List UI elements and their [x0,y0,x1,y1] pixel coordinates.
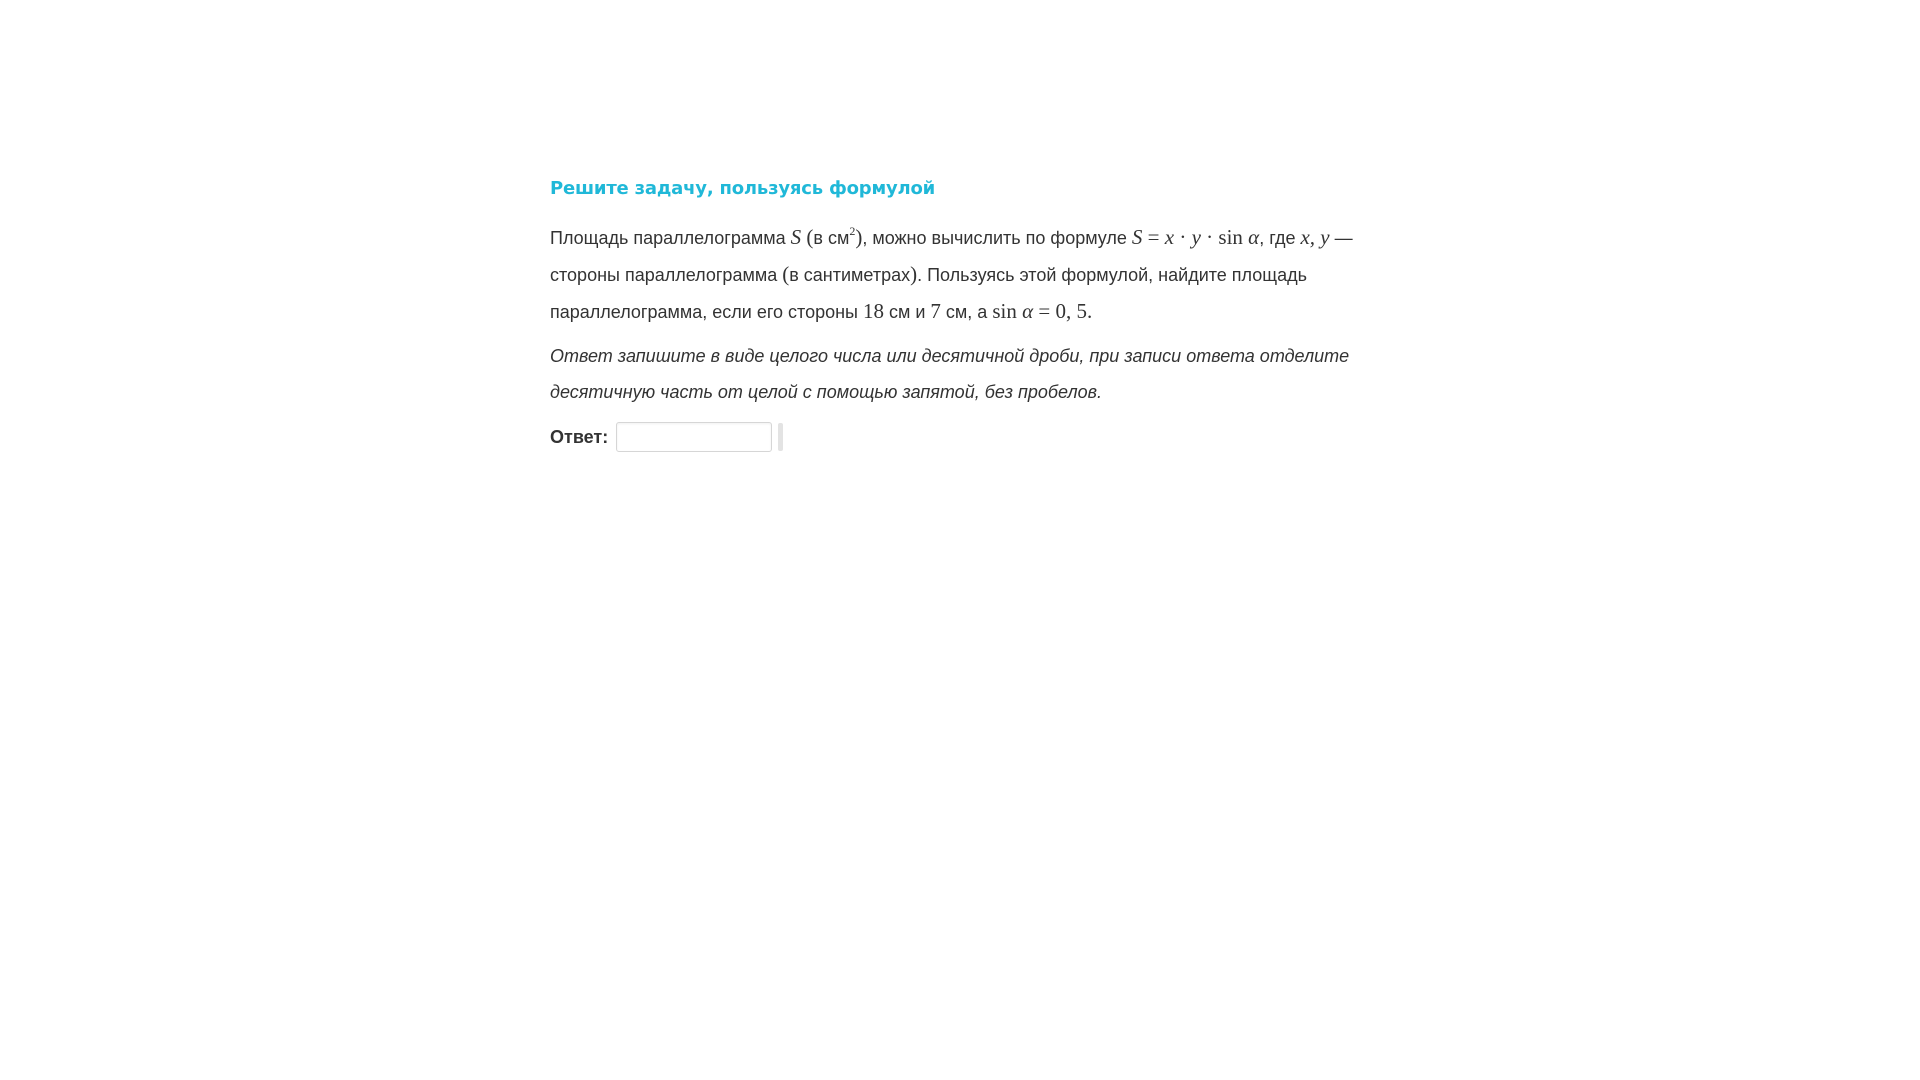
math-var-s: S [790,225,802,249]
statement-text: . Пользуясь этой формулой, найдите площадь параллелограмма, если его стороны [550,265,1307,322]
statement-text: Площадь параллелограмма [550,228,791,248]
math-sin: sin [992,299,1023,323]
math-var-s: S [1131,225,1143,249]
math-number-7: 7 [930,299,941,323]
input-handle [778,423,783,451]
unit-text: в см [813,228,850,248]
answer-row [550,422,1380,452]
answer-input[interactable] [616,422,772,452]
math-equals: = [1142,225,1165,249]
math-dot: · [1174,225,1192,249]
statement-text: см, а [940,302,993,322]
math-formula [1132,225,1259,249]
statement-text: см и [883,302,931,322]
math-var-alpha: α [1022,299,1034,323]
math-var-xy: x, y [1300,225,1330,249]
answer-instructions: Ответ запишите в виде целого числа или десятичной дроби, при записи ответа отделите десятичную часть от целой с помощью запятой, без пробелов. [550,346,1350,402]
math-var-x: x [1164,225,1175,249]
statement-text: — стороны параллелограмма [550,228,1353,285]
statement-text: , где [1259,228,1301,248]
answer-label: Ответ: [550,426,609,447]
math-xy [1300,225,1329,249]
math-var-y: y [1191,225,1201,249]
math-value: = 0, 5 [1033,299,1087,323]
task-title: Решите задачу, пользуясь формулой [550,178,936,199]
math-number-18: 18 [862,299,884,323]
statement-text: , можно вычислить по формуле [862,228,1132,248]
unit-text: в сантиметрах [789,265,911,285]
math-var-alpha: α [1248,225,1260,249]
math-sin: · sin [1200,225,1249,249]
task-statement [550,219,1380,330]
math-exponent: 2 [849,224,856,238]
math-area-symbol [791,225,814,249]
math-unit-exp [849,225,862,249]
math-paren-open: ( [801,225,814,249]
math-sin-alpha [992,299,1092,323]
math-paren-open: ( [782,262,790,286]
math-paren-close: ) [855,225,863,249]
math-paren-close: ) [910,262,918,286]
math-period: . [1086,299,1093,323]
task-card [550,178,1380,452]
